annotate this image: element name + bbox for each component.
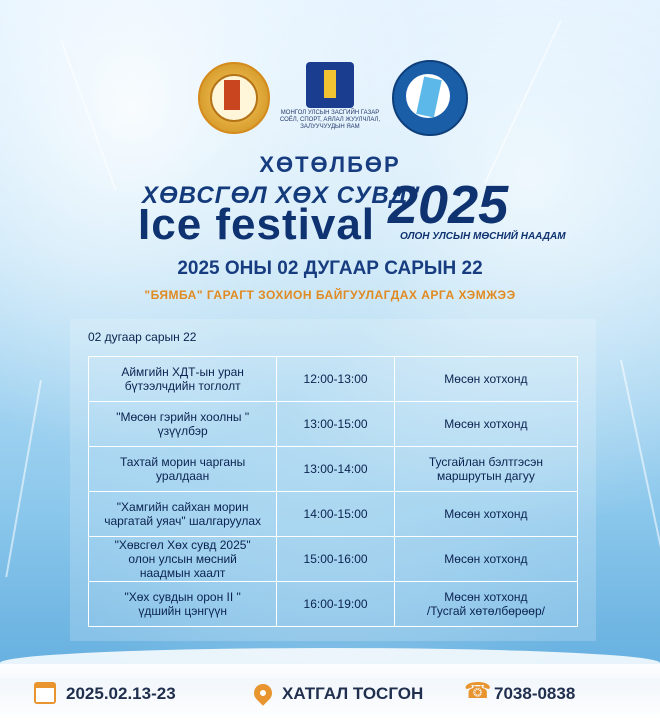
phone-icon: ☎ bbox=[464, 678, 492, 703]
festival-title: Ice festival bbox=[138, 200, 376, 249]
time-cell: 15:00-16:00 bbox=[277, 537, 395, 582]
program-title: ХӨТӨЛБӨР bbox=[259, 152, 401, 177]
schedule-table bbox=[88, 356, 578, 627]
khuvsgul-aimag-logo bbox=[198, 62, 270, 134]
table-row bbox=[89, 537, 578, 582]
time-cell: 12:00-13:00 bbox=[277, 357, 395, 402]
logo-row bbox=[0, 62, 660, 132]
festival-year: 2025 bbox=[388, 175, 509, 235]
soyombo-emblem-icon bbox=[224, 80, 240, 110]
table-row bbox=[89, 402, 578, 447]
time-cell: 14:00-15:00 bbox=[277, 492, 395, 537]
festival-subtitle: ОЛОН УЛСЫН МӨСНИЙ НААДАМ bbox=[400, 231, 566, 242]
time-cell: 13:00-14:00 bbox=[277, 447, 395, 492]
table-row bbox=[89, 447, 578, 492]
place-cell: Мөсөн хотхонд bbox=[394, 402, 577, 447]
ice-crack-decoration bbox=[620, 360, 660, 576]
place-cell: Тусгайлан бэлтгэсэн маршрутын дагуу bbox=[394, 447, 577, 492]
government-logo bbox=[306, 62, 354, 108]
day-label: 02 дугаар сарын 22 bbox=[88, 330, 197, 344]
table-row bbox=[89, 582, 578, 627]
event-cell: "Хамгийн сайхан морин чаргатай уяач" шалгаруулах bbox=[89, 492, 277, 537]
place-cell: Мөсөн хотхонд /Тусгай хөтөлбөрөөр/ bbox=[394, 582, 577, 627]
time-cell: 13:00-15:00 bbox=[277, 402, 395, 447]
time-cell: 16:00-19:00 bbox=[277, 582, 395, 627]
festival-name: ХӨВСГӨЛ ХӨХ СУВД" bbox=[142, 182, 421, 209]
table-row bbox=[89, 492, 578, 537]
event-cell: Тахтай морин чарганы уралдаан bbox=[89, 447, 277, 492]
event-dates: 2025.02.13-23 bbox=[66, 684, 176, 703]
contact-phone: 7038-0838 bbox=[494, 684, 576, 703]
ministry-caption: МОНГОЛ УЛСЫН ЗАСГИЙН ГАЗАР СОЁЛ, СПОРТ, АЯЛАЛ ЖУУЛЧЛАЛ, ЗАЛУУЧУУДЫН ЯАМ bbox=[279, 110, 381, 130]
date-heading: 2025 ОНЫ 02 ДУГААР САРЫН 22 bbox=[177, 258, 483, 279]
ice-crack-decoration bbox=[5, 380, 42, 577]
event-cell: "Хөвсгөл Хөх сувд 2025" олон улсын мөсний наадмын хаалт bbox=[89, 537, 277, 582]
table-row bbox=[89, 357, 578, 402]
event-cell: "Хөх сувдын орон II " үдшийн цэнгүүн bbox=[89, 582, 277, 627]
place-cell: Мөсөн хотхонд bbox=[394, 537, 577, 582]
place-cell: Мөсөн хотхонд bbox=[394, 492, 577, 537]
calendar-icon bbox=[34, 682, 56, 704]
ice-festival-logo bbox=[392, 60, 468, 136]
place-cell: Мөсөн хотхонд bbox=[394, 357, 577, 402]
event-cell: Аймгийн ХДТ-ын уран бүтээлчдийн тоглолт bbox=[89, 357, 277, 402]
event-cell: "Мөсөн гэрийн хоолны " үзүүлбэр bbox=[89, 402, 277, 447]
state-emblem-icon bbox=[324, 70, 336, 98]
event-location: ХАТГАЛ ТОСГОН bbox=[282, 684, 424, 703]
sub-heading: "БЯМБА" ГАРАГТ ЗОХИОН БАЙГУУЛАГДАХ АРГА ХЭМЖЭЭ bbox=[144, 288, 516, 302]
